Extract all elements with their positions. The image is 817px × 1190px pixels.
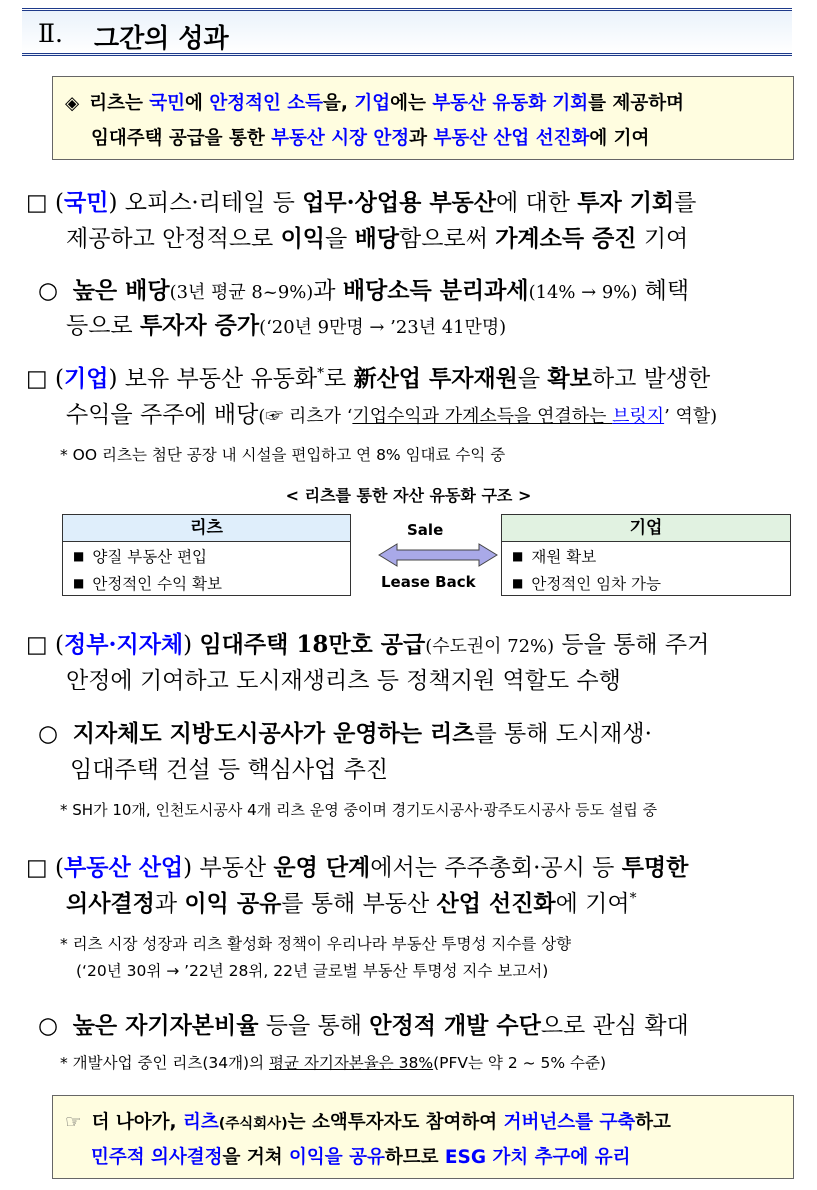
section-citizens-line-2: [66, 220, 688, 253]
text-run: 부동산 유동화 기회: [432, 93, 589, 114]
list-item: ■ 양질 부동산 편입: [73, 544, 340, 571]
section-business-line-1: [26, 360, 710, 393]
reits-box-items: [63, 542, 350, 600]
section-industry-line-1: [26, 849, 688, 882]
text-run: (: [55, 366, 65, 392]
text-run: 투명한: [621, 854, 689, 881]
text-run: 에 기여: [589, 128, 650, 149]
section-citizens-line-1: [26, 184, 696, 217]
summary-line-1: [65, 89, 684, 115]
text-run: 임대주택 18만호 공급: [199, 631, 426, 658]
text-run: 을 거쳐: [222, 1147, 290, 1168]
reits-box: [62, 514, 351, 596]
text-run: 의사결정: [66, 890, 155, 917]
text-run: *: [629, 890, 637, 907]
text-run: 을,: [323, 93, 355, 114]
section-industry-note-1: * 리츠 시장 성장과 리츠 활성화 정책이 우리나라 부동산 투명성 지수를 상향: [60, 935, 572, 953]
text-run: (14% → 9%): [528, 282, 638, 303]
text-run: 혜택: [637, 278, 690, 304]
company-box-header: 기업: [502, 515, 790, 542]
section-industry-sub-1: [38, 1007, 689, 1040]
text-run: 민주적 의사결정: [91, 1147, 223, 1168]
text-run: 지자체도 지방도시공사가 운영하는 리츠: [72, 720, 475, 747]
list-item: ■ 안정적인 수익 확보: [73, 571, 340, 598]
double-arrow-icon: [377, 542, 499, 568]
closing-line-1: [65, 1108, 671, 1134]
text-run: 산업 선진화: [436, 890, 556, 917]
section-business-line-2: [66, 396, 717, 429]
text-run: ) 부동산: [183, 855, 274, 881]
text-run: 등을 통해 주거: [554, 632, 710, 658]
text-run: 높은 자기자본비율: [72, 1012, 259, 1039]
pointing-hand-icon: ☞: [65, 1112, 82, 1133]
text-run: 를 제공하며: [588, 93, 684, 114]
text-run: 안정에 기여하고 도시재생리츠 등 정책지원 역할도 수행: [66, 668, 621, 694]
text-run: 수익을 주주에 배당: [66, 402, 259, 428]
text-run: 을: [517, 366, 548, 392]
text-run: 하고: [635, 1112, 671, 1133]
text-run: ’ 역할): [664, 406, 718, 427]
text-run: 가계소득 증진: [495, 225, 637, 252]
closing-line-2: [91, 1143, 630, 1169]
text-run: 운영 단계: [273, 854, 371, 881]
section-government-line-2: [66, 662, 621, 695]
section-industry-note-2: (‘20년 30위 → ’22년 28위, 22년 글로벌 부동산 투명성 지수 보고서): [76, 962, 549, 980]
text-run: 배당소득 분리과세: [342, 277, 529, 304]
text-run: ): [183, 632, 200, 658]
text-run: 기업: [354, 93, 391, 114]
text-run: 에는: [390, 93, 433, 114]
reits-box-header: 리츠: [63, 515, 350, 542]
section-government-sub-1: [38, 715, 652, 748]
text-run: 을: [325, 226, 355, 252]
text-run: 함으로써: [399, 226, 496, 252]
text-run: 에 대한: [495, 190, 578, 216]
text-run: 로: [324, 366, 354, 392]
text-run: 이익: [280, 225, 326, 252]
text-run: 국민: [149, 93, 186, 114]
text-run: 제공하고 안정적으로: [66, 226, 281, 252]
arrow-label-lease-back: Lease Back: [381, 573, 476, 591]
text-run: 新산업 투자재원: [353, 365, 518, 392]
circle-bullet-icon: ○: [38, 721, 59, 747]
section-industry-line-2: [66, 885, 637, 918]
text-run: 이익을 공유: [289, 1147, 385, 1168]
section-title-bar: [22, 8, 792, 56]
text-run: (PFV는 약 2 ~ 5% 수준): [433, 1054, 607, 1072]
text-run: 과: [409, 128, 434, 149]
summary-line-2: [91, 124, 649, 150]
section-industry-note-3: [60, 1051, 606, 1073]
text-run: (3년 평균 8~9%): [169, 282, 314, 303]
text-run: 안정적인 소득: [209, 93, 324, 114]
list-item: ■ 재원 확보: [512, 544, 780, 571]
text-run: 등으로: [66, 313, 140, 339]
text-run: ESG 가치 추구에 유리: [444, 1147, 631, 1168]
text-run: 확보: [547, 365, 592, 392]
text-run: 부동산 시장 안정: [271, 128, 410, 149]
section-government-sub-2: [70, 751, 388, 784]
diamond-bullet-icon: ◈: [65, 93, 80, 114]
arrow-label-sale: Sale: [407, 521, 444, 539]
text-run: 안정적 개발 수단: [369, 1012, 541, 1039]
diagram-title: < 리츠를 통한 자산 유동화 구조 >: [285, 486, 532, 505]
text-run: (☞ 리츠가 ‘: [258, 406, 353, 427]
text-run: 에 기여: [555, 891, 630, 917]
circle-bullet-icon: ○: [38, 278, 59, 304]
text-run: 는 소액투자자도 참여하여: [287, 1112, 504, 1133]
section-government-note: * SH가 10개, 인천도시공사 4개 리츠 운영 중이며 경기도시공사·광주도시공사 등도 설립 중: [60, 801, 658, 819]
text-run: 하므로: [384, 1147, 445, 1168]
double-arrow-shape: [379, 544, 497, 566]
section-business-note: * OO 리츠는 첨단 공장 내 시설을 편입하고 연 8% 임대료 수익 중: [60, 446, 506, 464]
text-run: 브릿지: [612, 406, 665, 427]
summary-box: [52, 76, 794, 160]
text-run: 더 나아가,: [91, 1112, 183, 1133]
section-citizens-sub-2: [66, 307, 506, 340]
text-run: 를 통해 부동산: [281, 891, 437, 917]
text-run: *: [317, 365, 325, 382]
text-run: 거버넌스를 구축: [503, 1112, 636, 1133]
text-run: 를: [674, 190, 697, 216]
text-run: (: [55, 855, 65, 881]
section-government-line-1: [26, 626, 709, 659]
text-run: 리츠는: [89, 93, 150, 114]
text-run: 투자자 증가: [139, 312, 260, 339]
text-run: 부동산 산업 선진화: [433, 128, 590, 149]
text-run: 임대주택 건설 등 핵심사업 추진: [70, 757, 389, 783]
list-item: ■ 안정적인 임차 가능: [512, 571, 780, 598]
checkbox-square-icon: □: [26, 190, 48, 216]
company-box: [501, 514, 791, 596]
company-box-items: [502, 542, 790, 600]
text-run: 국민: [64, 189, 109, 216]
checkbox-square-icon: □: [26, 855, 48, 881]
text-run: 과: [154, 891, 185, 917]
text-run: 과: [313, 278, 343, 304]
checkbox-square-icon: □: [26, 632, 48, 658]
text-run: 하고 발생한: [591, 366, 711, 392]
text-run: ) 오피스·리테일 등: [108, 190, 303, 216]
text-run: 부동산 산업: [64, 854, 184, 881]
text-run: 정부·지자체: [64, 631, 184, 658]
text-run: 임대주택 공급을 통한: [91, 128, 272, 149]
text-run: * 개발사업 중인 리츠(34개)의: [60, 1054, 270, 1072]
text-run: 배당: [354, 225, 399, 252]
text-run: 으로 관심 확대: [540, 1013, 689, 1039]
text-run: 투자 기회: [577, 189, 675, 216]
section-title: 그간의 성과: [94, 24, 229, 54]
text-run: 기업수익과 가계소득을 연결하는: [352, 406, 613, 427]
text-run: (수도권이 72%): [425, 636, 555, 657]
text-run: 이익 공유: [184, 890, 282, 917]
text-run: 기업: [64, 365, 109, 392]
checkbox-square-icon: □: [26, 366, 48, 392]
text-run: 에서는 주주총회·공시 등: [370, 855, 622, 881]
text-run: (‘20년 9만명 → ’23년 41만명): [259, 317, 507, 338]
circle-bullet-icon: ○: [38, 1013, 59, 1039]
closing-box: [52, 1095, 794, 1179]
text-run: 높은 배당: [72, 277, 170, 304]
section-number: Ⅱ.: [38, 19, 63, 48]
text-run: 평균 자기자본율은 38%: [269, 1054, 434, 1072]
text-run: (: [55, 190, 65, 216]
text-run: (: [55, 632, 65, 658]
text-run: 등을 통해: [258, 1013, 370, 1039]
text-run: 리츠: [183, 1112, 219, 1133]
text-run: 를 통해 도시재생·: [474, 721, 652, 747]
section-citizens-sub-1: [38, 272, 689, 305]
text-run: ) 보유 부동산 유동화: [108, 366, 318, 392]
text-run: 기여: [636, 226, 689, 252]
text-run: (주식회사): [218, 1116, 288, 1132]
text-run: 에: [185, 93, 210, 114]
text-run: 업무·상업용 부동산: [302, 189, 496, 216]
